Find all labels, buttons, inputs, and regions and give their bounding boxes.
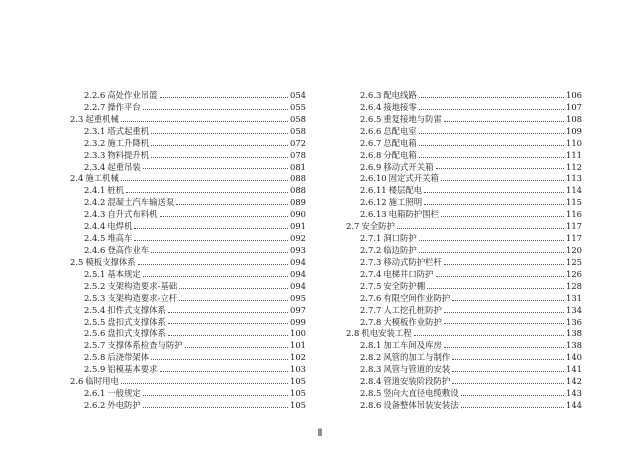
toc-entry[interactable] bbox=[70, 340, 306, 352]
toc-entry-number: 2.6.13 bbox=[360, 209, 387, 220]
dot-leader bbox=[419, 157, 564, 158]
toc-right-column bbox=[346, 90, 582, 412]
toc-entry[interactable] bbox=[70, 221, 306, 233]
toc-entry-page: 111 bbox=[566, 149, 582, 160]
toc-entry[interactable] bbox=[70, 364, 306, 376]
dot-leader bbox=[121, 383, 288, 384]
toc-entry[interactable] bbox=[346, 340, 582, 352]
toc-entry-page: 105 bbox=[290, 376, 306, 387]
toc-entry[interactable] bbox=[346, 114, 582, 126]
toc-entry-number: 2.6.6 bbox=[360, 125, 382, 136]
toc-entry-page: 092 bbox=[290, 233, 306, 244]
toc-entry-page: 099 bbox=[290, 316, 306, 327]
toc-entry-page: 115 bbox=[566, 197, 582, 208]
dot-leader bbox=[143, 395, 288, 396]
dot-leader bbox=[419, 97, 564, 98]
toc-entry-title: 桩机 bbox=[107, 185, 125, 196]
toc-entry-title: 加工车间及库房 bbox=[383, 340, 442, 351]
toc-entry-title: 重复接地与防雷 bbox=[383, 113, 442, 124]
toc-entry-number: 2.6 bbox=[70, 376, 84, 387]
toc-entry[interactable] bbox=[70, 281, 306, 293]
dot-leader bbox=[424, 204, 564, 205]
toc-entry-title: 支架构造要求-立杆 bbox=[107, 292, 178, 303]
toc-entry-number: 2.6.9 bbox=[360, 161, 382, 172]
toc-entry-title: 盘扣式支撑体系 bbox=[107, 316, 166, 327]
toc-entry-number: 2.6.1 bbox=[84, 388, 106, 399]
toc-entry-page: 081 bbox=[290, 161, 306, 172]
toc-entry[interactable] bbox=[346, 352, 582, 364]
toc-entry-number: 2.4.3 bbox=[84, 209, 106, 220]
toc-left-column bbox=[70, 90, 306, 412]
toc-entry-title: 施工升降机 bbox=[107, 137, 150, 148]
toc-entry[interactable] bbox=[346, 281, 582, 293]
toc-entry[interactable] bbox=[70, 245, 306, 257]
toc-entry-title: 总配电箱 bbox=[383, 137, 417, 148]
toc-entry-number: 2.8.3 bbox=[360, 364, 382, 375]
toc-entry-page: 131 bbox=[566, 292, 582, 303]
toc-entry[interactable] bbox=[70, 138, 306, 150]
dot-leader bbox=[452, 383, 564, 384]
toc-entry-title: 设备整体吊装安装法 bbox=[383, 399, 459, 410]
toc-entry-page: 093 bbox=[290, 244, 306, 255]
toc-entry-page: 103 bbox=[290, 364, 306, 375]
toc-entry[interactable] bbox=[70, 126, 306, 138]
toc-entry-number: 2.6.7 bbox=[360, 137, 382, 148]
toc-entry[interactable] bbox=[346, 317, 582, 329]
dot-leader bbox=[424, 192, 564, 193]
toc-entry[interactable] bbox=[346, 269, 582, 281]
toc-entry-title: 总配电室 bbox=[383, 125, 417, 136]
dot-leader bbox=[121, 180, 288, 181]
toc-entry-page: 072 bbox=[290, 137, 306, 148]
toc-entry-number: 2.4.1 bbox=[84, 185, 106, 196]
toc-entry-number: 2.7 bbox=[346, 221, 360, 232]
toc-entry[interactable] bbox=[346, 376, 582, 388]
toc-entry-page: 144 bbox=[566, 399, 582, 410]
toc-entry-page: 112 bbox=[566, 161, 582, 172]
toc-entry[interactable] bbox=[346, 245, 582, 257]
toc-entry-title: 电焊机 bbox=[107, 221, 133, 232]
toc-entry[interactable] bbox=[346, 388, 582, 400]
toc-entry-page: 095 bbox=[290, 292, 306, 303]
toc-entry-title: 自升式布料机 bbox=[107, 209, 158, 220]
toc-entry-page: 109 bbox=[566, 125, 582, 136]
dot-leader bbox=[414, 335, 564, 336]
toc-entry-page: 091 bbox=[290, 221, 306, 232]
toc-entry-number: 2.4.6 bbox=[84, 244, 106, 255]
toc-entry-title: 有限空间作业防护 bbox=[383, 292, 451, 303]
toc-entry-page: 108 bbox=[566, 113, 582, 124]
dot-leader bbox=[444, 121, 564, 122]
toc-entry[interactable] bbox=[70, 328, 306, 340]
toc-entry-title: 楼层配电 bbox=[388, 185, 423, 196]
toc-entry[interactable] bbox=[70, 257, 306, 269]
toc-entry-page: 058 bbox=[290, 125, 306, 136]
dot-leader bbox=[452, 371, 564, 372]
toc-entry-title: 风管的加工与制作 bbox=[383, 352, 451, 363]
toc-entry[interactable] bbox=[346, 221, 582, 233]
toc-entry-title: 登高作业车 bbox=[107, 244, 150, 255]
toc-entry-title: 后浇带架体 bbox=[107, 352, 150, 363]
toc-entry-page: 117 bbox=[566, 221, 582, 232]
toc-entry-title: 机电安装工程 bbox=[361, 328, 412, 339]
toc-entry-title: 洞口防护 bbox=[383, 233, 417, 244]
toc-entry[interactable] bbox=[70, 305, 306, 317]
toc-entry[interactable] bbox=[346, 305, 582, 317]
toc-entry-number: 2.4.5 bbox=[84, 233, 106, 244]
toc-entry-number: 2.2.6 bbox=[84, 90, 106, 100]
dot-leader bbox=[419, 240, 564, 241]
toc-entry-number: 2.6.4 bbox=[360, 101, 382, 112]
toc-entry-number: 2.3 bbox=[70, 113, 84, 124]
toc-entry-page: 054 bbox=[290, 90, 306, 100]
toc-entry-title: 施工机械 bbox=[85, 173, 119, 184]
toc-entry-number: 2.5.4 bbox=[84, 304, 106, 315]
toc-entry-page: 107 bbox=[566, 101, 582, 112]
toc-entry-page: 097 bbox=[290, 304, 306, 315]
toc-entry-title: 分配电箱 bbox=[383, 149, 417, 160]
toc-entry-number: 2.3.3 bbox=[84, 149, 106, 160]
toc-entry-number: 2.6.8 bbox=[360, 149, 382, 160]
toc-entry-number: 2.5.7 bbox=[84, 340, 106, 351]
toc-entry-title: 移动式防护栏杆 bbox=[383, 256, 442, 267]
dot-leader bbox=[441, 180, 564, 181]
dot-leader bbox=[419, 145, 564, 146]
dot-leader bbox=[138, 264, 288, 265]
toc-entry-title: 起重机械 bbox=[85, 113, 119, 124]
toc-entry-page: 078 bbox=[290, 149, 306, 160]
toc-entry[interactable] bbox=[70, 233, 306, 245]
toc-entry-title: 接地接零 bbox=[383, 101, 417, 112]
toc-entry-number: 2.5.9 bbox=[84, 364, 106, 375]
toc-entry-number: 2.5 bbox=[70, 256, 84, 267]
toc-entry[interactable] bbox=[346, 400, 582, 412]
toc-entry-title: 起重吊装 bbox=[107, 161, 141, 172]
toc-entry[interactable] bbox=[70, 352, 306, 364]
toc-entry-number: 2.7.5 bbox=[360, 280, 382, 291]
toc-entry[interactable] bbox=[70, 162, 306, 174]
dot-leader bbox=[134, 228, 288, 229]
toc-entry[interactable] bbox=[70, 400, 306, 412]
toc-entry[interactable] bbox=[346, 364, 582, 376]
toc-entry-title: 外电防护 bbox=[107, 399, 141, 410]
dot-leader bbox=[179, 288, 288, 289]
toc-entry[interactable] bbox=[70, 269, 306, 281]
toc-entry-page: 120 bbox=[566, 244, 582, 255]
dot-leader bbox=[427, 288, 564, 289]
toc-entry-number: 2.7.7 bbox=[360, 304, 382, 315]
dot-leader bbox=[419, 109, 564, 110]
toc-entry[interactable] bbox=[70, 185, 306, 197]
toc-entry-page: 134 bbox=[566, 304, 582, 315]
toc-entry-page: 105 bbox=[290, 388, 306, 399]
toc-entry-number: 2.5.8 bbox=[84, 352, 106, 363]
toc-entry[interactable] bbox=[70, 90, 306, 102]
toc-entry-title: 施工照明 bbox=[388, 197, 423, 208]
toc-entry-number: 2.8.1 bbox=[360, 340, 382, 351]
toc-entry-number: 2.6.3 bbox=[360, 90, 382, 100]
toc-entry-number: 2.6.2 bbox=[84, 399, 106, 410]
toc-entry-title: 移动式开关箱 bbox=[383, 161, 434, 172]
toc-entry-page: 090 bbox=[290, 209, 306, 220]
toc-entry[interactable] bbox=[346, 173, 582, 185]
toc-entry[interactable] bbox=[70, 173, 306, 185]
dot-leader bbox=[444, 312, 564, 313]
toc-entry[interactable] bbox=[346, 138, 582, 150]
dot-leader bbox=[143, 407, 288, 408]
toc-entry-page: 101 bbox=[290, 340, 306, 351]
toc-entry-page: 055 bbox=[290, 101, 306, 112]
toc-entry-title: 一般规定 bbox=[107, 388, 141, 399]
toc-entry-title: 管道安装阶段防护 bbox=[383, 376, 451, 387]
dot-leader bbox=[160, 216, 288, 217]
toc-entry[interactable] bbox=[346, 197, 582, 209]
dot-leader bbox=[444, 323, 564, 324]
toc-entry[interactable] bbox=[70, 114, 306, 126]
toc-entry-page: 100 bbox=[290, 328, 306, 339]
toc-entry-page: 142 bbox=[566, 376, 582, 387]
toc-entry-number: 2.5.1 bbox=[84, 268, 106, 279]
toc-entry-number: 2.8.2 bbox=[360, 352, 382, 363]
toc-entry[interactable] bbox=[70, 317, 306, 329]
toc-entry-title: 人工挖孔桩防护 bbox=[383, 304, 442, 315]
toc-entry-number: 2.2.7 bbox=[84, 101, 106, 112]
toc-entry-title: 支撑体系检查与防护 bbox=[107, 340, 183, 351]
toc-entry[interactable] bbox=[346, 126, 582, 138]
toc-entry-title: 高处作业吊篮 bbox=[107, 90, 158, 100]
toc-entry[interactable] bbox=[346, 185, 582, 197]
toc-entry-page: 105 bbox=[290, 399, 306, 410]
toc-entry-page: 140 bbox=[566, 352, 582, 363]
toc-entry-number: 2.7.4 bbox=[360, 268, 382, 279]
toc-entry-title: 配电线路 bbox=[383, 90, 417, 100]
toc-entry-page: 110 bbox=[566, 137, 582, 148]
toc-entry-number: 2.6.11 bbox=[360, 185, 387, 196]
toc-entry-number: 2.5.2 bbox=[84, 280, 106, 291]
toc-entry[interactable] bbox=[70, 150, 306, 162]
toc-entry-title: 竖向大直径电缆敷设 bbox=[383, 388, 459, 399]
toc-entry-page: 138 bbox=[566, 328, 582, 339]
toc-entry-number: 2.6.10 bbox=[360, 173, 387, 184]
toc-entry[interactable] bbox=[346, 328, 582, 340]
toc-entry-page: 136 bbox=[566, 316, 582, 327]
toc-entry[interactable] bbox=[346, 293, 582, 305]
toc-entry-title: 电梯井口防护 bbox=[383, 268, 434, 279]
toc-entry-number: 2.5.5 bbox=[84, 316, 106, 327]
dot-leader bbox=[168, 335, 288, 336]
toc-entry-number: 2.5.6 bbox=[84, 328, 106, 339]
toc-entry-title: 电箱防护围栏 bbox=[388, 209, 439, 220]
toc-entry-page: 088 bbox=[290, 185, 306, 196]
toc-entry[interactable] bbox=[346, 233, 582, 245]
dot-leader bbox=[151, 359, 288, 360]
toc-entry-title: 安全防护 bbox=[361, 221, 395, 232]
toc-entry-title: 盘扣式支撑体系 bbox=[107, 328, 166, 339]
dot-leader bbox=[160, 97, 288, 98]
toc-entry-page: 126 bbox=[566, 268, 582, 279]
toc-entry-number: 2.7.6 bbox=[360, 292, 382, 303]
toc-entry-title: 铝模基本要求 bbox=[107, 364, 158, 375]
toc-entry-page: 125 bbox=[566, 256, 582, 267]
toc-entry[interactable] bbox=[346, 209, 582, 221]
toc-entry[interactable] bbox=[346, 162, 582, 174]
toc-entry[interactable] bbox=[70, 293, 306, 305]
toc-entry-title: 固定式开关箱 bbox=[388, 173, 439, 184]
dot-leader bbox=[461, 407, 564, 408]
toc-entry-title: 基本规定 bbox=[107, 268, 141, 279]
dot-leader bbox=[452, 359, 564, 360]
toc-entry[interactable] bbox=[70, 388, 306, 400]
toc-entry-title: 混凝土汽车输送泵 bbox=[107, 197, 175, 208]
dot-leader bbox=[168, 323, 288, 324]
toc-entry-number: 2.8 bbox=[346, 328, 360, 339]
toc-entry-number: 2.8.6 bbox=[360, 399, 382, 410]
dot-leader bbox=[436, 276, 564, 277]
toc-entry-number: 2.7.3 bbox=[360, 256, 382, 267]
dot-leader bbox=[397, 228, 564, 229]
dot-leader bbox=[151, 157, 288, 158]
toc-entry-page: 089 bbox=[290, 197, 306, 208]
toc-entry-title: 塔式起重机 bbox=[107, 125, 150, 136]
toc-entry-title: 临时用电 bbox=[85, 376, 119, 387]
dot-leader bbox=[151, 145, 288, 146]
toc-entry-title: 堆高车 bbox=[107, 233, 133, 244]
dot-leader bbox=[134, 240, 288, 241]
toc-entry-number: 2.3.1 bbox=[84, 125, 106, 136]
dot-leader bbox=[143, 276, 288, 277]
dot-leader bbox=[452, 300, 564, 301]
toc-entry-page: 102 bbox=[290, 352, 306, 363]
toc-entry-title: 扣件式支撑体系 bbox=[107, 304, 166, 315]
dot-leader bbox=[461, 395, 564, 396]
dot-leader bbox=[143, 109, 288, 110]
toc-entry[interactable] bbox=[346, 257, 582, 269]
toc-entry-title: 安全防护棚 bbox=[383, 280, 426, 291]
dot-leader bbox=[444, 347, 564, 348]
toc-entry[interactable] bbox=[346, 150, 582, 162]
toc-entry[interactable] bbox=[346, 102, 582, 114]
dot-leader bbox=[121, 121, 288, 122]
toc-entry-page: 141 bbox=[566, 364, 582, 375]
toc-entry-number: 2.3.2 bbox=[84, 137, 106, 148]
toc-entry-number: 2.8.4 bbox=[360, 376, 382, 387]
toc-entry[interactable] bbox=[70, 209, 306, 221]
toc-entry-number: 2.6.12 bbox=[360, 197, 387, 208]
toc-entry-page: 094 bbox=[290, 256, 306, 267]
dot-leader bbox=[160, 371, 288, 372]
toc-entry-title: 物料提升机 bbox=[107, 149, 150, 160]
dot-leader bbox=[419, 252, 564, 253]
toc-entry-page: 094 bbox=[290, 280, 306, 291]
toc-entry-page: 117 bbox=[566, 233, 582, 244]
toc-entry[interactable] bbox=[70, 376, 306, 388]
toc-entry[interactable] bbox=[70, 102, 306, 114]
toc-entry-title: 模板支撑体系 bbox=[85, 256, 136, 267]
toc-entry-page: 114 bbox=[566, 185, 582, 196]
toc-entry[interactable] bbox=[70, 197, 306, 209]
toc-entry-number: 2.7.1 bbox=[360, 233, 382, 244]
dot-leader bbox=[151, 133, 288, 134]
page-number: Ⅱ bbox=[317, 428, 323, 439]
toc-entry-number: 2.4 bbox=[70, 173, 84, 184]
toc-entry-page: 106 bbox=[566, 90, 582, 100]
dot-leader bbox=[441, 216, 564, 217]
dot-leader bbox=[151, 252, 288, 253]
toc-entry-number: 2.7.2 bbox=[360, 244, 382, 255]
toc-entry-page: 088 bbox=[290, 173, 306, 184]
toc-entry-page: 058 bbox=[290, 113, 306, 124]
toc-entry-page: 138 bbox=[566, 340, 582, 351]
toc-entry-title: 大模板作业防护 bbox=[383, 316, 442, 327]
toc-entry-title: 操作平台 bbox=[107, 101, 141, 112]
toc-entry-title: 风管与管道的安装 bbox=[383, 364, 451, 375]
toc-entry[interactable] bbox=[346, 90, 582, 102]
toc-entry-number: 2.6.5 bbox=[360, 113, 382, 124]
toc-entry-number: 2.8.5 bbox=[360, 388, 382, 399]
toc-entry-number: 2.4.4 bbox=[84, 221, 106, 232]
dot-leader bbox=[444, 264, 564, 265]
toc-entry-title: 支架构造要求-基础 bbox=[107, 280, 178, 291]
dot-leader bbox=[185, 347, 288, 348]
dot-leader bbox=[176, 204, 288, 205]
dot-leader bbox=[419, 133, 564, 134]
toc-entry-title: 临边防护 bbox=[383, 244, 417, 255]
dot-leader bbox=[126, 192, 288, 193]
toc-entry-number: 2.3.4 bbox=[84, 161, 106, 172]
toc-entry-page: 116 bbox=[566, 209, 582, 220]
dot-leader bbox=[436, 168, 564, 169]
toc-entry-page: 143 bbox=[566, 388, 582, 399]
toc-entry-page: 128 bbox=[566, 280, 582, 291]
toc-entry-page: 113 bbox=[566, 173, 582, 184]
toc-entry-number: 2.7.8 bbox=[360, 316, 382, 327]
dot-leader bbox=[179, 300, 288, 301]
toc-entry-number: 2.4.2 bbox=[84, 197, 106, 208]
dot-leader bbox=[143, 168, 288, 169]
toc-entry-number: 2.5.3 bbox=[84, 292, 106, 303]
toc-entry-page: 094 bbox=[290, 268, 306, 279]
dot-leader bbox=[168, 312, 288, 313]
